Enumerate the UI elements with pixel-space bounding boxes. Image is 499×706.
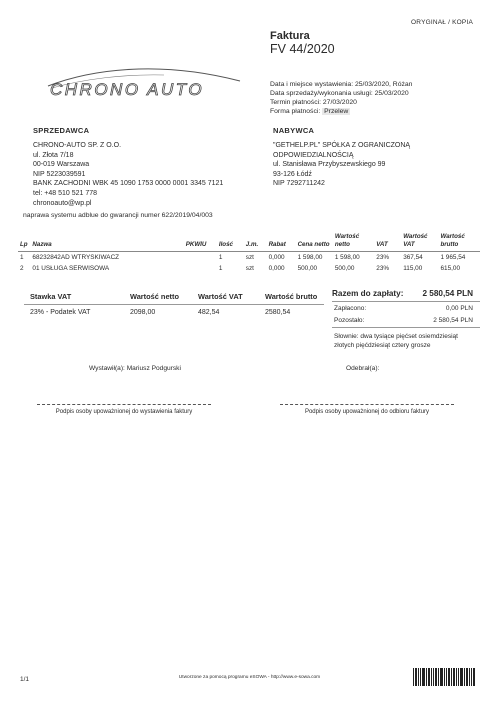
column-header: Rabat (267, 232, 296, 252)
due-date-line (270, 99, 357, 106)
total-due-label: Razem do zapłaty: (332, 289, 404, 298)
table-cell: 0,000 (268, 254, 285, 261)
items-header-row (18, 232, 480, 252)
table-cell (184, 263, 217, 274)
column-header: Cena netto (296, 232, 333, 252)
buyer-line: ul. Stanisława Przybyszewskiego 99 (273, 161, 386, 169)
table-cell: 68232842AD WTRYSKIWACZ (32, 254, 120, 261)
table-cell: 1 (218, 254, 223, 261)
remaining-divider (332, 327, 480, 328)
table-cell: 0,000 (268, 265, 285, 272)
table-cell: szt (245, 254, 254, 261)
column-header: Nazwa (30, 232, 183, 252)
sale-date-label: Data sprzedaży/wykonania usługi: (270, 90, 373, 97)
seller-line: chronoauto@wp.pl (33, 199, 92, 207)
vat-summary-cell: 482,54 (198, 309, 220, 316)
issue-date-value: 25/03/2020, Różan (355, 81, 413, 88)
receiver-signature-caption: Podpis osoby upoważnionej do odbioru faktury (304, 409, 430, 415)
vat-summary-header: Wartość brutto (265, 292, 318, 301)
issuer-name: Mariusz Podgurski (126, 365, 181, 372)
seller-line: CHRONO-AUTO SP. Z O.O. (33, 142, 122, 149)
table-cell: 2 (20, 265, 24, 272)
column-header: Wartość netto (333, 232, 374, 252)
due-date-value: 27/03/2020 (322, 99, 357, 106)
buyer-line: ODPOWIEDZIALNOŚCIĄ (273, 151, 354, 159)
column-header: Wartość VAT (401, 232, 438, 252)
document-type: Faktura (270, 30, 310, 42)
seller-line: 00-019 Warszawa (33, 161, 90, 169)
buyer-line: "GETHELP.PL" SPÓŁKA Z OGRANICZONĄ (273, 142, 411, 149)
copy-label: ORYGINAŁ / KOPIA (411, 19, 473, 26)
column-header: Lp (18, 232, 30, 252)
seller-line: NIP 5223039591 (33, 170, 86, 178)
amount-in-words (334, 332, 458, 350)
table-cell: szt (245, 265, 254, 272)
table-cell: 1 (218, 265, 223, 272)
words-line-2: złotych pięćdziesiąt cztery grosze (334, 342, 431, 349)
total-due-value: 2 580,54 PLN (422, 289, 473, 298)
seller-line: tel: +48 510 521 778 (33, 189, 98, 197)
table-cell: 615,00 (440, 265, 461, 272)
remaining-label: Pozostało: (334, 317, 365, 324)
table-cell: 23% (376, 254, 390, 261)
buyer-line: NIP 7292711242 (273, 180, 325, 188)
svg-text:CHRONO AUTO: CHRONO AUTO (50, 80, 205, 99)
vat-summary-cell: 2580,54 (265, 309, 291, 316)
table-cell (184, 252, 217, 264)
vat-summary-divider (24, 304, 324, 305)
words-line-1: dwa tysiące pięćset osiemdziesiąt (360, 333, 458, 340)
table-cell: 500,00 (334, 265, 355, 272)
paid-value: 0,00 PLN (445, 305, 473, 312)
receiver-signature-line (280, 404, 454, 405)
words-label: Słownie: (334, 333, 359, 340)
table-cell: 115,00 (403, 265, 423, 272)
vat-summary-header: Wartość netto (130, 292, 179, 301)
table-cell: 1 598,00 (297, 254, 323, 261)
column-header: PKWIU (184, 232, 217, 252)
payment-method-value: Przelew (324, 108, 349, 115)
page-number: 1/1 (20, 676, 30, 683)
table-row (18, 252, 480, 264)
seller-heading: SPRZEDAWCA (33, 126, 90, 135)
invoice-note: naprawa systemu adblue do gwarancji numer 622/2019/04/003 (23, 212, 213, 219)
column-header: Wartość brutto (438, 232, 480, 252)
seller-block (33, 126, 223, 208)
issuer-signature-line (37, 404, 211, 405)
invoice-number: FV 44/2020 (270, 42, 335, 56)
vat-summary-header: Wartość VAT (198, 292, 243, 301)
table-cell: 01 USŁUGA SERWISOWA (32, 265, 110, 272)
table-row (18, 263, 480, 274)
table-cell: 1 598,00 (334, 254, 360, 261)
items-table (18, 232, 480, 274)
sale-date-line (270, 90, 409, 97)
barcode-icon (413, 668, 475, 686)
payment-method-label: Forma płatności: (270, 108, 321, 115)
table-cell: 23% (376, 265, 390, 272)
table-cell: 367,54 (403, 254, 423, 261)
issuer-label: Wystawił(a): (89, 365, 125, 372)
remaining-value: 2 580,54 PLN (433, 317, 473, 324)
buyer-heading: NABYWCA (273, 126, 315, 135)
car-silhouette-logo-icon (44, 64, 244, 100)
issuer-line (89, 365, 181, 372)
issue-date-label: Data i miejsce wystawienia: (270, 81, 354, 88)
column-header: Ilość (217, 232, 244, 252)
table-cell: 1 (20, 254, 24, 261)
sale-date-value: 25/03/2020 (374, 90, 409, 97)
payment-method-line (270, 108, 350, 115)
seller-line: ul. Złota 7/18 (33, 151, 74, 159)
table-cell: 1 965,54 (440, 254, 466, 261)
column-header: J.m. (244, 232, 267, 252)
due-date-label: Termin płatności: (270, 99, 321, 106)
company-logo (44, 64, 244, 105)
paid-label: Zapłacono: (334, 305, 367, 312)
issue-date-line (270, 81, 412, 88)
software-credit: Utworzone za pomocą programu eSOWA - http://www.e-sowa.com (178, 675, 321, 680)
vat-summary-cell: 2098,00 (130, 309, 156, 316)
buyer-block (273, 126, 410, 189)
table-cell: 500,00 (297, 265, 318, 272)
column-header: VAT (374, 232, 401, 252)
receiver-label: Odebrał(a): (346, 365, 380, 372)
issuer-signature-caption: Podpis osoby upoważnionej do wystawienia faktury (55, 409, 193, 415)
seller-line: BANK ZACHODNI WBK 45 1090 1753 0000 0001 3345 7121 (33, 180, 224, 188)
vat-summary-cell: 23% - Podatek VAT (30, 309, 91, 316)
buyer-line: 93-126 Łódź (273, 170, 312, 178)
vat-summary-header: Stawka VAT (30, 292, 72, 301)
